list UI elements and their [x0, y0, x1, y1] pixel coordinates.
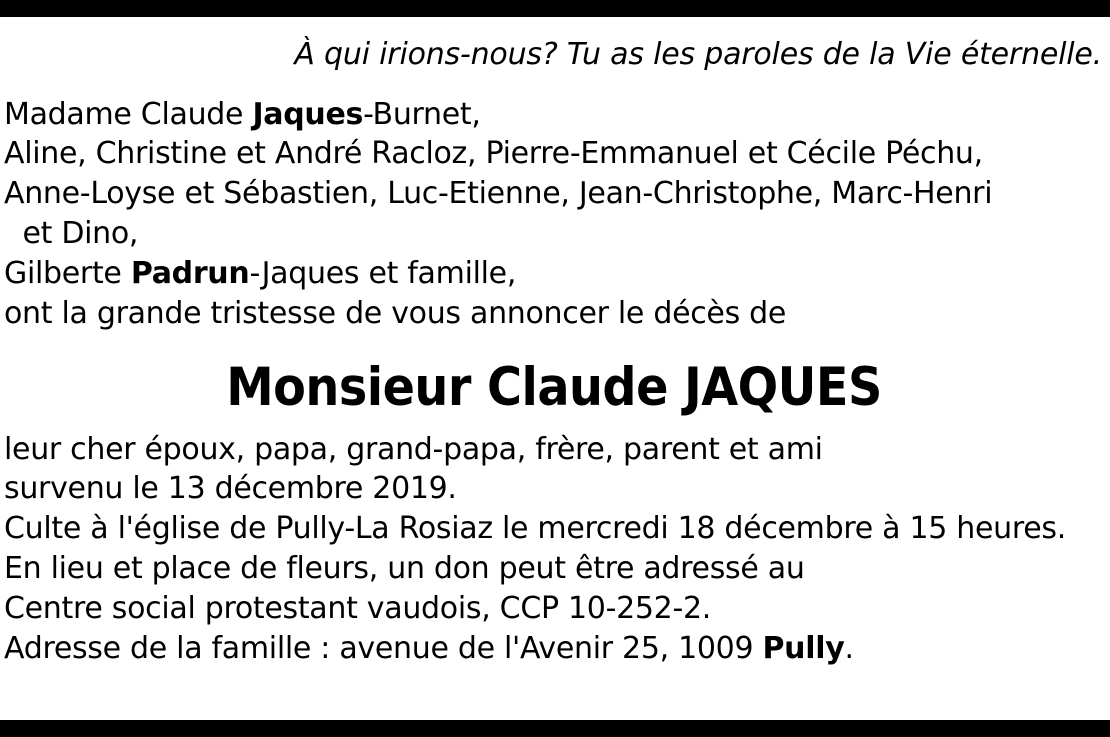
family-announcement	[4, 95, 1104, 334]
family-line: Gilberte Padrun-Jaques et famille,	[4, 256, 517, 292]
family-line: ont la grande tristesse de vous annoncer le décès de	[4, 296, 787, 332]
detail-line: Adresse de la famille : avenue de l'Avenir 25, 1009 Pully.	[4, 631, 854, 667]
family-line: et Dino,	[4, 216, 139, 252]
emphasised-surname: Jaques	[252, 96, 364, 132]
family-line: Aline, Christine et André Racloz, Pierre-Emmanuel et Cécile Péchu,	[4, 136, 983, 172]
detail-line: leur cher époux, papa, grand-papa, frère, parent et ami	[4, 431, 823, 467]
detail-line: survenu le 13 décembre 2019.	[4, 471, 457, 507]
detail-line: Centre social protestant vaudois, CCP 10-252-2.	[4, 591, 712, 627]
emphasised-surname: Pully	[762, 631, 845, 667]
bottom-rule	[0, 720, 1110, 737]
epigraph-quote: À qui irions-nous? Tu as les paroles de la Vie éternelle.	[294, 37, 1102, 72]
deceased-name: Monsieur Claude JAQUES	[226, 356, 882, 418]
detail-line: En lieu et place de fleurs, un don peut être adressé au	[4, 551, 805, 587]
detail-line: Culte à l'église de Pully-La Rosiaz le mercredi 18 décembre à 15 heures.	[4, 511, 1066, 547]
emphasised-surname: Padrun	[130, 256, 250, 292]
funeral-details	[4, 430, 1104, 669]
family-line: Madame Claude Jaques-Burnet,	[4, 96, 481, 132]
top-rule	[0, 0, 1110, 17]
notice-content	[0, 17, 1110, 720]
family-line: Anne-Loyse et Sébastien, Luc-Etienne, Jean-Christophe, Marc-Henri	[4, 176, 993, 212]
